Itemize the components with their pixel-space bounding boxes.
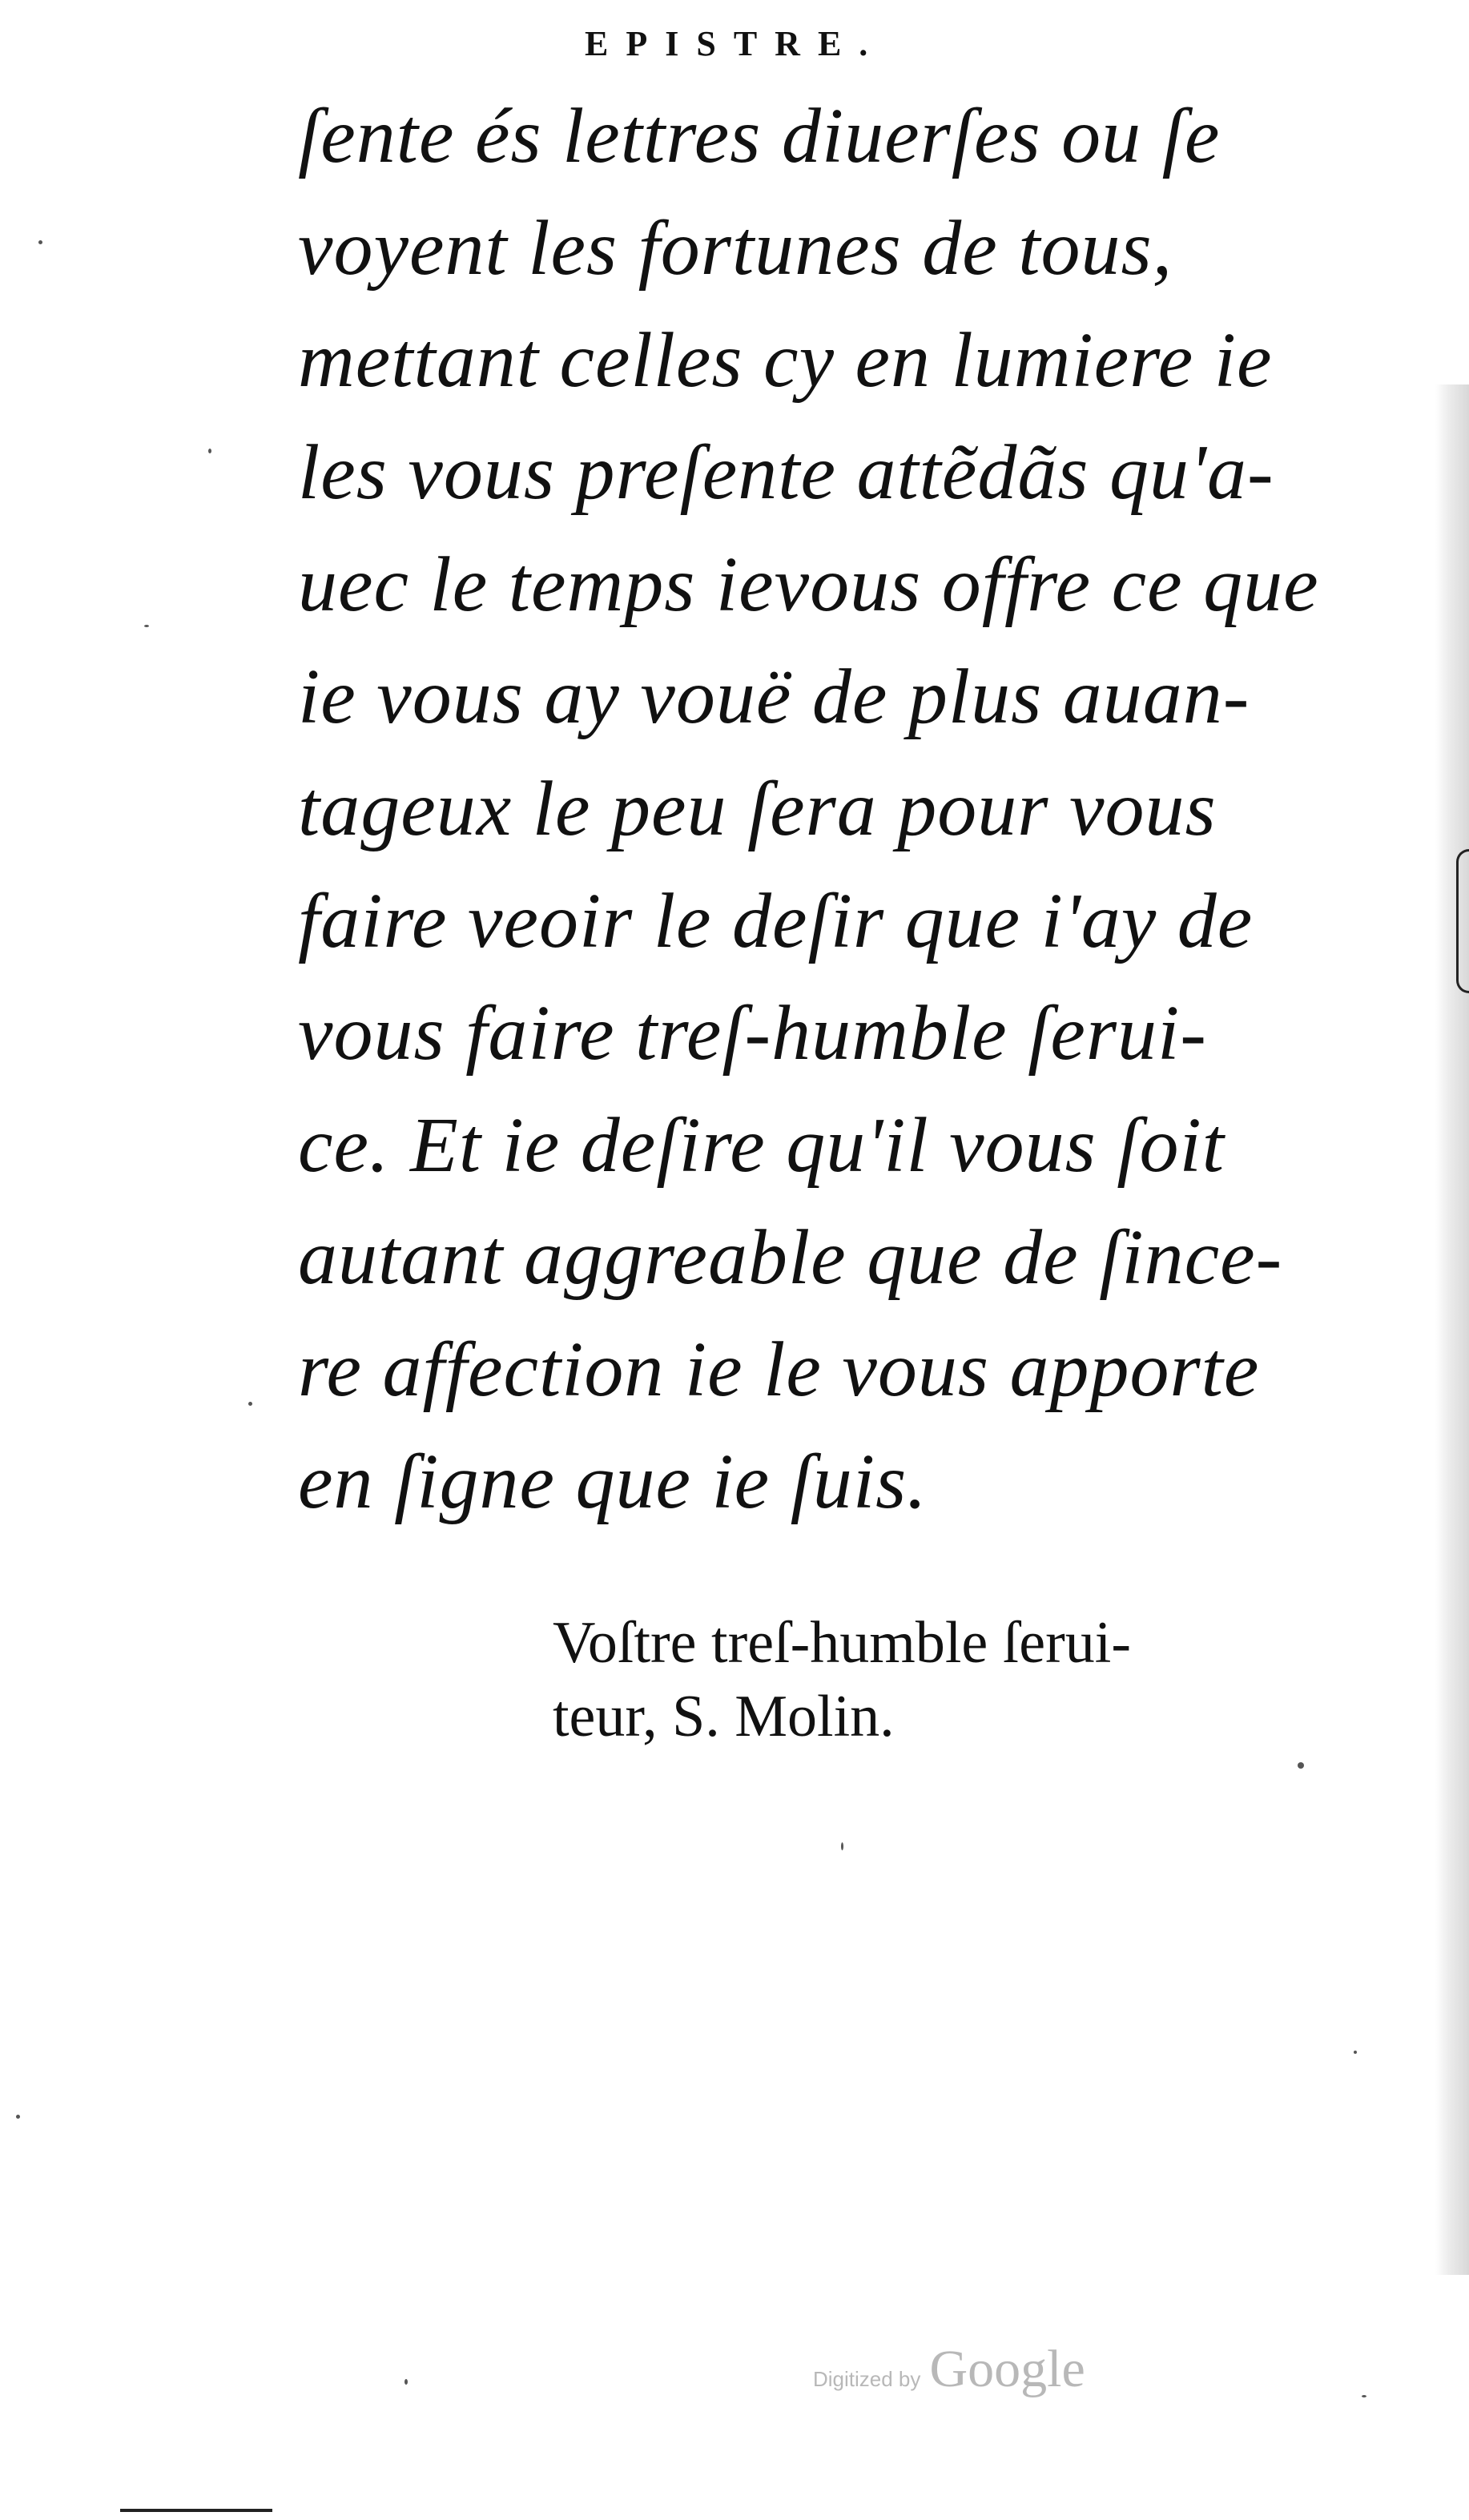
digitization-watermark [813,2339,1085,2400]
text-line: tageux le peu ſera pour vous [298,766,1217,852]
paper-speck [144,625,149,627]
text-line: ſente és lettres diuerſes ou ſe [298,93,1221,179]
text-line: mettant celles cy en lumiere ie [298,317,1273,404]
adjacent-page-edge [1435,384,1469,2275]
paper-speck [404,2379,408,2385]
text-line: en ſigne que ie ſuis. [298,1439,928,1525]
watermark-brand: Google [929,2340,1085,2398]
text-line: re affection ie le vous apporte [298,1326,1260,1413]
running-head: EPISTRE. [585,24,886,63]
text-line: ce. Et ie deſire qu'il vous ſoit [298,1102,1225,1189]
text-line: vous faire treſ-humble ſerui- [298,990,1207,1077]
bottom-edge-rule [120,2509,272,2512]
text-line: autant aggreable que de ſince- [298,1214,1283,1301]
paper-speck [16,2115,20,2119]
paper-speck [248,1402,252,1406]
watermark-prefix: Digitized by [813,2367,921,2391]
paper-speck [38,240,42,244]
signature-line: Voſtre treſ-humble ſerui- [553,1610,1131,1676]
paper-speck [208,449,211,453]
paper-speck [1298,1762,1304,1769]
text-line: ie vous ay vouë de plus auan- [298,654,1250,740]
paper-speck [1354,2051,1357,2054]
text-line: voyent les fortunes de tous, [298,205,1173,292]
body-text [298,80,1331,1538]
adjacent-page-bracket [1456,849,1469,993]
paper-speck [1362,2395,1366,2397]
text-line: les vous preſente attẽdãs qu'a- [298,429,1274,516]
text-line: faire veoir le deſir que i'ay de [298,878,1254,964]
paper-speck [841,1842,843,1850]
text-line: uec le temps ievous offre ce que [298,541,1319,628]
signature-line: teur, S. Molin. [553,1684,895,1749]
signature-block [553,1606,1354,1753]
